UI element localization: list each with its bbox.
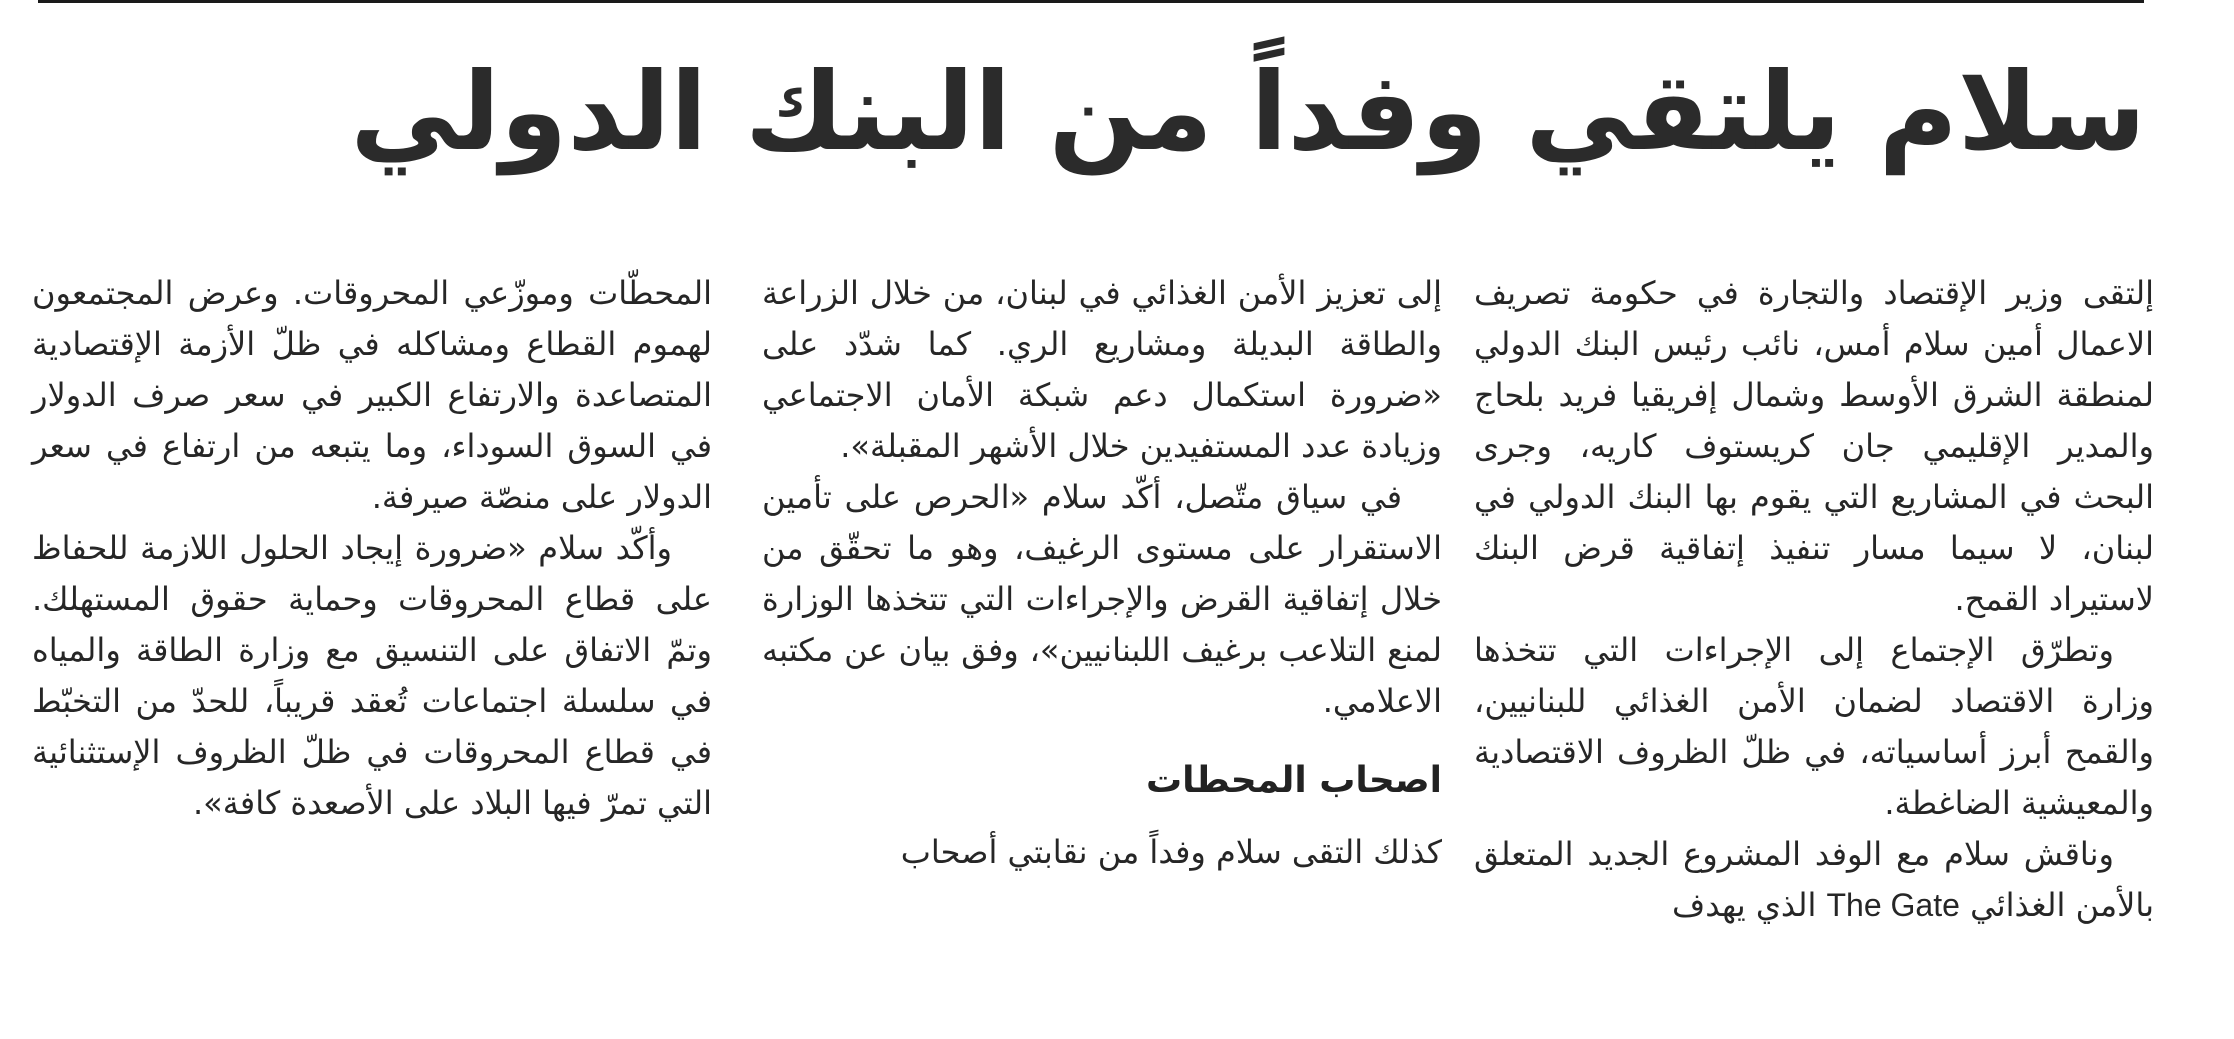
- column-1-paragraph-3: [1474, 829, 2154, 931]
- article-column-1: [1474, 268, 2154, 931]
- column-2-paragraph-3: كذلك التقى سلام وفداً من نقابتي أصحاب: [900, 833, 1442, 871]
- top-rule: [38, 0, 2144, 3]
- column-2-paragraph-1: إلى تعزيز الأمن الغذائي في لبنان، من خلال الزراعة والطاقة البديلة ومشاريع الري. كما شدّد على «ضرورة استكمال دعم شبكة الأمان الاجتماعي وزيادة عدد المستفيدين خلال الأشهر المقبلة».: [762, 274, 1442, 465]
- column-3-paragraph-1: المحطّات وموزّعي المحروقات. وعرض المجتمعون لهموم القطاع ومشاكله في ظلّ الأزمة الإقتصادية المتصاعدة والارتفاع الكبير في سعر صرف الدولار في السوق السوداء، وما يتبعه من ارتفاع في سعر الدولار على منصّة صيرفة.: [32, 274, 712, 516]
- column-1-paragraph-3-end: الذي يهدف: [1672, 886, 1817, 924]
- article-column-2: [762, 268, 1442, 878]
- article-headline: سلام يلتقي وفداً من البنك الدولي: [350, 50, 2146, 175]
- column-3-paragraph-2: وأكّد سلام «ضرورة إيجاد الحلول اللازمة للحفاظ على قطاع المحروقات وحماية حقوق المستهلك. وتمّ الاتفاق على التنسيق مع وزارة الطاقة والمياه في سلسلة اجتماعات تُعقد قريباً، للحدّ من التخبّط في قطاع المحروقات في ظلّ الظروف الإستثنائية التي تمرّ فيها البلاد على الأصعدة كافة».: [32, 529, 712, 822]
- column-1-paragraph-1: إلتقى وزير الإقتصاد والتجارة في حكومة تصريف الاعمال أمين سلام أمس، نائب رئيس البنك الدولي لمنطقة الشرق الأوسط وشمال إفريقيا فريد بلحاج والمدير الإقليمي جان كريستوف كاريه، وجرى البحث في المشاريع التي يقوم بها البنك الدولي في لبنان، لا سيما مسار تنفيذ إتفاقية قرض البنك لاستيراد القمح.: [1474, 274, 2154, 618]
- column-1-paragraph-3-text: وناقش سلام مع الوفد المشروع الجديد المتعلق بالأمن الغذائي: [1474, 835, 2154, 924]
- section-subheading: اصحاب المحطات: [1146, 760, 1442, 801]
- column-1-paragraph-2: وتطرّق الإجتماع إلى الإجراءات التي تتخذها وزارة الاقتصاد لضمان الأمن الغذائي للبنانيين، والقمح أبرز أساسياته، في ظلّ الظروف الاقتصادية والمعيشية الضاغطة.: [1474, 631, 2154, 822]
- article-column-3: [32, 268, 712, 829]
- column-2-paragraph-2: في سياق متّصل، أكّد سلام «الحرص على تأمين الاستقرار على مستوى الرغيف، وهو ما تحقّق من خلال إتفاقية القرض والإجراءات التي تتخذها الوزارة لمنع التلاعب برغيف اللبنانيين»، وفق بيان عن مكتبه الاعلامي.: [762, 478, 1442, 720]
- project-name-the-gate: The Gate: [1826, 887, 1960, 923]
